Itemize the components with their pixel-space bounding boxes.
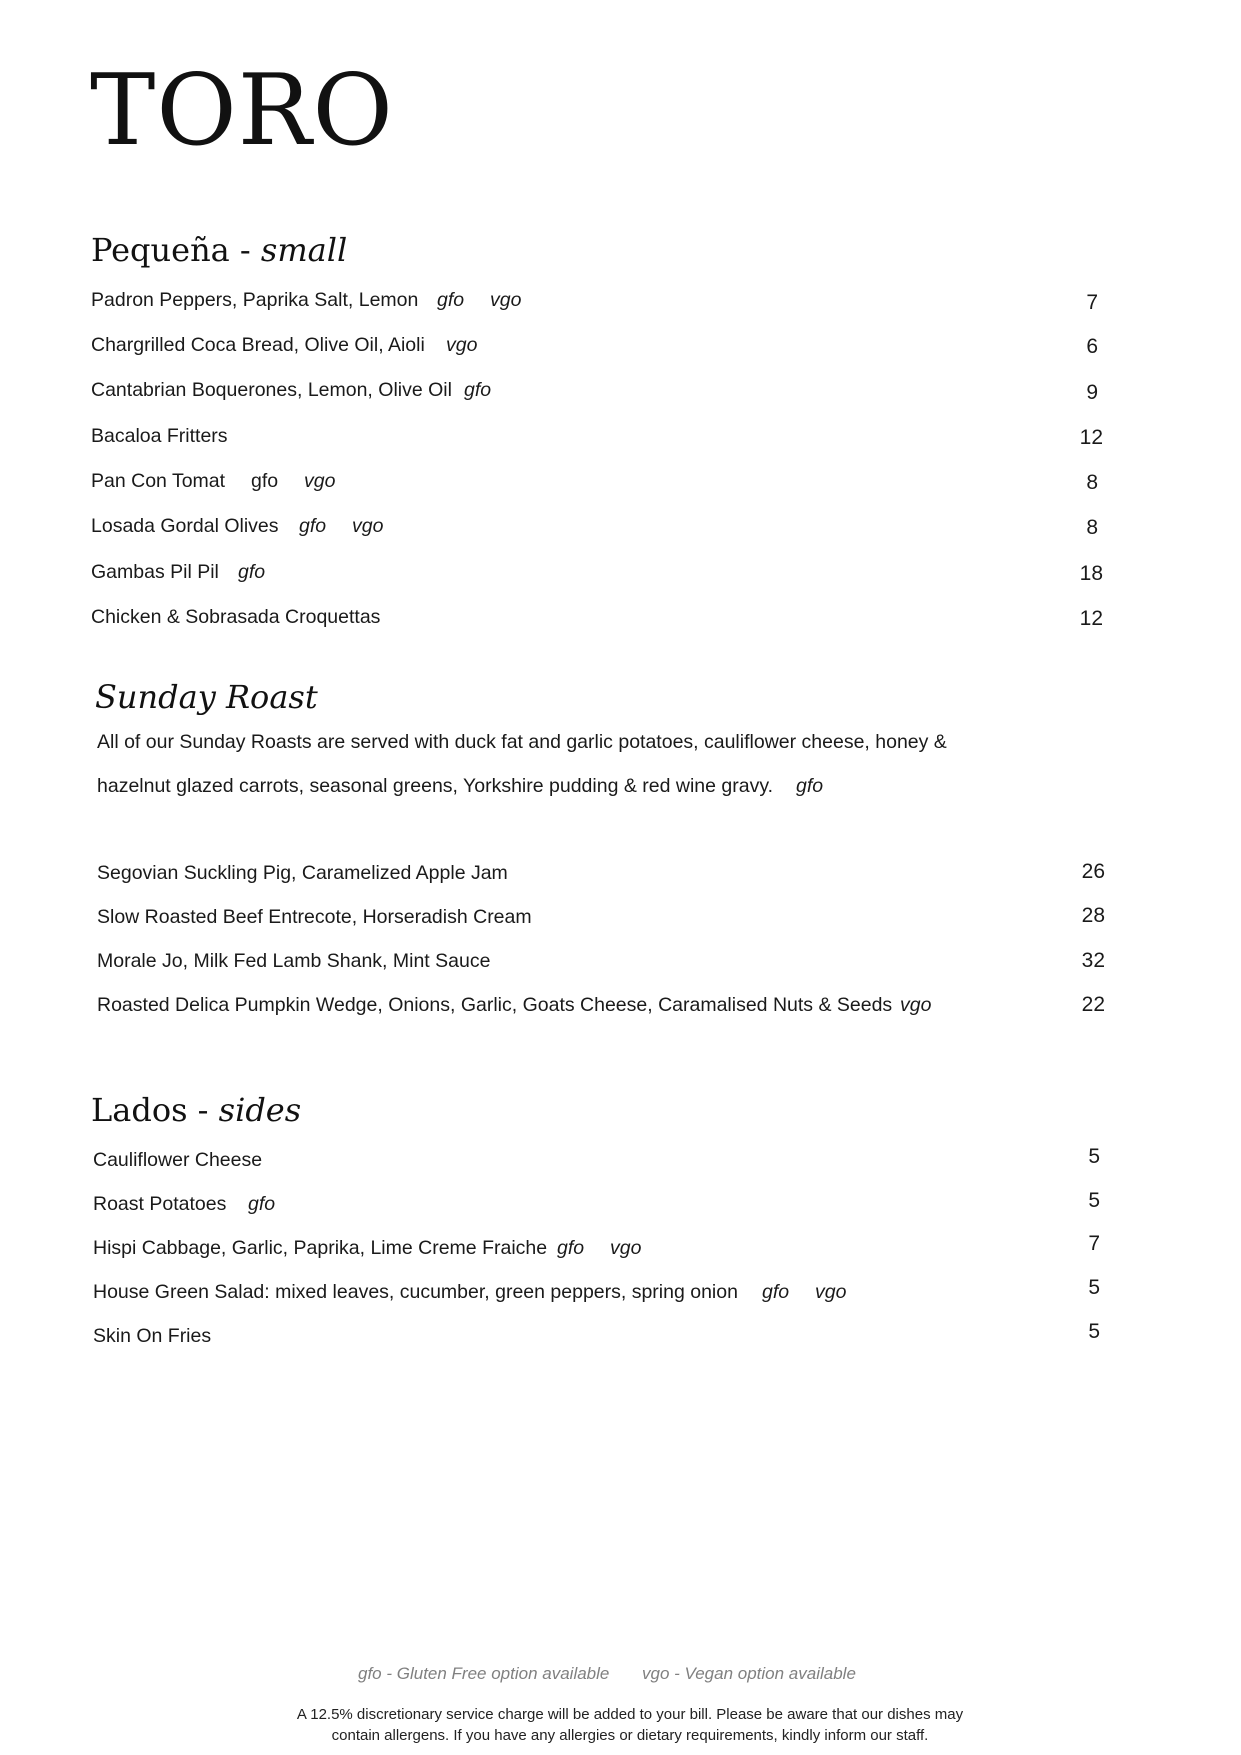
menu-item-name: Gambas Pil Pil [91,561,219,583]
menu-item-price: 32 [1081,949,1105,972]
menu-item-name: Slow Roasted Beef Entrecote, Horseradish Cream [97,906,532,928]
menu-item [97,908,532,928]
legend-vgo: vgo - Vegan option available [642,1664,856,1683]
menu-item [91,336,425,356]
section-title-text: Lados - [91,1091,209,1129]
menu-item-price: 18 [1079,562,1103,585]
menu-item [91,472,225,492]
vgo-tag: vgo [490,289,522,311]
menu-item-price: 5 [1088,1145,1100,1168]
menu-item-price: 12 [1079,426,1103,449]
menu-item-price: 5 [1088,1189,1100,1212]
footer-line1: A 12.5% discretionary service charge will be added to your bill. Please be aware that our dishes may [296,1706,964,1723]
menu-item-name: Cantabrian Boquerones, Lemon, Olive Oil [91,379,452,401]
legend-gfo: gfo - Gluten Free option available [358,1664,610,1683]
menu-item-price: 5 [1088,1320,1100,1343]
menu-item-price: 5 [1088,1276,1100,1299]
menu-item [93,1195,226,1215]
menu-item-name: Bacaloa Fritters [91,425,228,447]
vgo-tag: vgo [610,1237,642,1259]
gfo-tag: gfo [762,1281,790,1303]
menu-item [93,1239,547,1259]
footer-line2: contain allergens. If you have any allergies or dietary requirements, kindly inform our staff. [331,1727,929,1744]
gfo-tag: gfo [251,470,279,492]
menu-item [91,291,418,311]
menu-item-name: Roasted Delica Pumpkin Wedge, Onions, Garlic, Goats Cheese, Caramalised Nuts & Seeds [97,994,893,1016]
menu-item [91,563,219,583]
section-title-small [91,231,348,269]
menu-item [97,864,508,884]
menu-item [97,952,490,972]
menu-item [93,1151,262,1171]
menu-item-price: 22 [1081,993,1105,1016]
menu-item-name: Losada Gordal Olives [91,515,279,537]
section-title-italic: sides [218,1091,302,1129]
menu-item-name: Morale Jo, Milk Fed Lamb Shank, Mint Sauce [97,950,491,972]
vgo-tag: vgo [446,334,478,356]
gfo-tag: gfo [796,775,824,797]
menu-item [91,517,279,537]
menu-item [91,381,452,401]
gfo-tag: gfo [437,289,465,311]
gfo-tag: gfo [238,561,266,583]
vgo-tag: vgo [815,1281,847,1303]
menu-item-price: 8 [1086,471,1098,494]
menu-item [93,1283,738,1303]
menu-item [91,427,228,447]
menu-item-name: Padron Peppers, Paprika Salt, Lemon [91,289,419,311]
roast-description-line1: All of our Sunday Roasts are served with duck fat and garlic potatoes, cauliflower cheese, honey & [97,731,947,753]
menu-item-name: Segovian Suckling Pig, Caramelized Apple Jam [97,862,508,884]
gfo-tag: gfo [464,379,492,401]
menu-item-price: 8 [1086,516,1098,539]
menu-item-name: House Green Salad: mixed leaves, cucumber, green peppers, spring onion [93,1281,738,1303]
menu-item-name: Pan Con Tomat [91,470,226,492]
menu-item [91,608,380,628]
menu-item-price: 7 [1086,291,1098,314]
roast-description-line2: hazelnut glazed carrots, seasonal greens, Yorkshire pudding & red wine gravy. [97,775,774,797]
vgo-tag: vgo [304,470,336,492]
gfo-tag: gfo [557,1237,585,1259]
menu-item-price: 7 [1088,1232,1100,1255]
vgo-tag: vgo [900,994,932,1016]
service-charge-notice [230,1704,1030,1746]
menu-item-price: 12 [1079,607,1103,630]
menu-item-name: Roast Potatoes [93,1193,227,1215]
section-title-roast: Sunday Roast [95,678,318,716]
menu-item-name: Cauliflower Cheese [93,1149,263,1171]
gfo-tag: gfo [299,515,327,537]
menu-item [97,996,892,1016]
vgo-tag: vgo [352,515,384,537]
menu-item [93,1327,211,1347]
menu-item-name: Chargrilled Coca Bread, Olive Oil, Aioli [91,334,425,356]
menu-item-price: 28 [1081,904,1105,927]
gfo-tag: gfo [248,1193,276,1215]
menu-item-price: 26 [1081,860,1105,883]
section-title-italic: small [260,231,348,269]
menu-item-name: Skin On Fries [93,1325,212,1347]
menu-item-price: 6 [1086,335,1098,358]
restaurant-logo: TORO [90,54,394,168]
section-title-sides [91,1091,302,1129]
section-title-text: Pequeña - [91,231,251,269]
menu-item-price: 9 [1086,381,1098,404]
menu-item-name: Hispi Cabbage, Garlic, Paprika, Lime Creme Fraiche [93,1237,548,1259]
menu-item-name: Chicken & Sobrasada Croquettas [91,606,381,628]
